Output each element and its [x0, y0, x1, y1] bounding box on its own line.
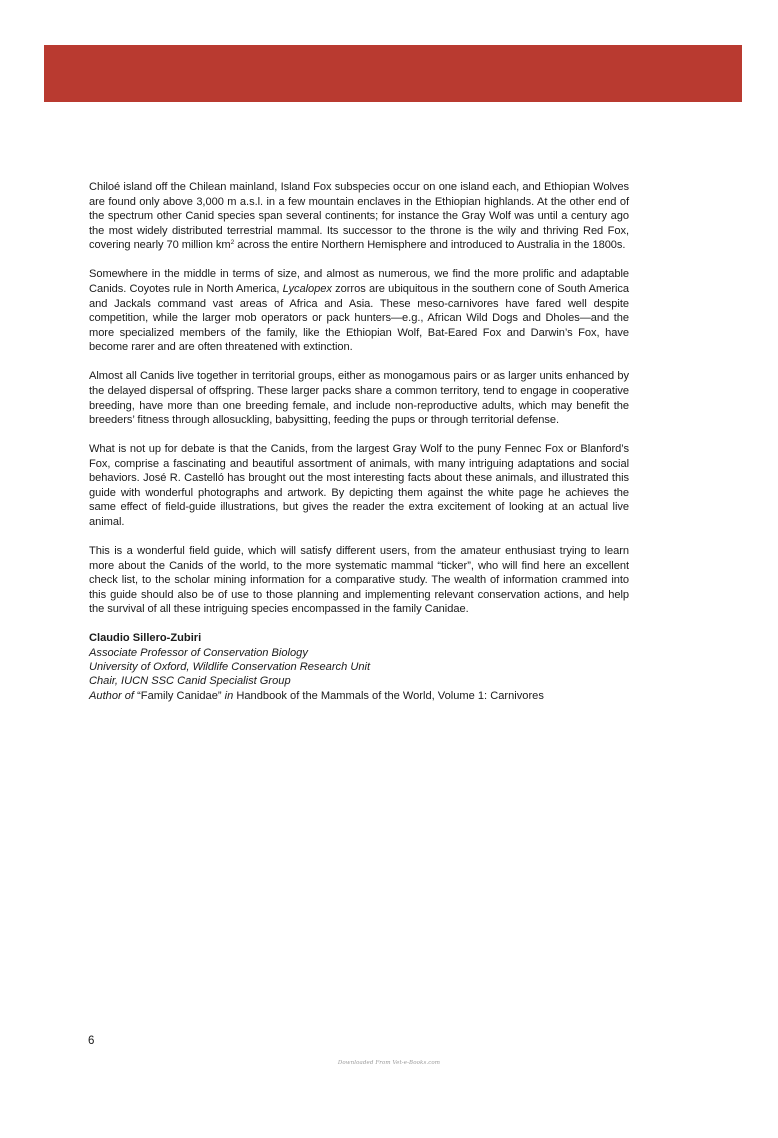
- author-title-1: Associate Professor of Conservation Biology: [89, 646, 308, 659]
- author-title-3: Chair, IUCN SSC Canid Specialist Group: [89, 675, 291, 688]
- paragraph-1-text-b: across the entire Northern Hemisphere and introduced to Australia in the 1800s.: [234, 239, 626, 252]
- paragraph-5: This is a wonderful field guide, which will satisfy different users, from the amateur enthusiast trying to learn more about the Canids of the world, to the more systematic mammal “ticker”, who will find here an excellent check list, to the scholar mining information for a comparative study. The wealth of information crammed into this guide should also be of use to those planning and implementing relevant conservation actions, and help the survival of all these intriguing species encompassed in the family Canidae.: [89, 545, 629, 616]
- paragraph-3: Almost all Canids live together in territorial groups, either as monogamous pairs or as larger units enhanced by the delayed dispersal of offspring. These larger packs share a common territory, tend to engage in cooperative breeding, have more than one breeding female, and include non-reproductive adults, which may benefit the breeders’ fitness through allosuckling, babysitting, feeding the pups or through territorial defense.: [89, 370, 629, 427]
- paragraph-4: What is not up for debate is that the Canids, from the largest Gray Wolf to the puny Fennec Fox or Blanford’s Fox, comprise a fascinating and beautiful assortment of animals, with many intriguing adaptations and social behaviors. José R. Castelló has brought out the most interesting facts about these animals, and illustrated this guide with wonderful photographs and artwork. By depicting them against the white page he achieves the same effect of field-guide illustrations, but gives the reader the extra excitement of looking at an actual live animal.: [89, 443, 629, 529]
- paragraph-1: [89, 180, 629, 253]
- paragraph-2-text-a: Somewhere in the middle in terms of size, and almost as numerous, we find the more prolific and adaptable Canids. Coyotes rule in North America,: [89, 268, 629, 295]
- page-content: [89, 180, 629, 703]
- signature-block: [89, 631, 629, 702]
- author-credit-in: in: [224, 689, 234, 702]
- page-number: 6: [88, 1035, 95, 1047]
- download-note: Downloaded From Vet-e-Books.com: [337, 1060, 441, 1066]
- paragraph-2: [89, 267, 629, 355]
- author-title-2: University of Oxford, Wildlife Conservation Research Unit: [89, 660, 371, 673]
- author-credit-pre: Author of: [89, 689, 135, 702]
- author-credit-quote: “Family Canidae”: [134, 689, 225, 702]
- genus-name-italic: Lycalopex: [282, 282, 332, 295]
- author-credit-post: Handbook of the Mammals of the World, Volume 1: Carnivores: [233, 689, 544, 702]
- author-name: Claudio Sillero-Zubiri: [89, 632, 202, 645]
- header-band: [44, 45, 742, 102]
- author-credit: [89, 689, 629, 703]
- paragraph-2-text-b: zorros are ubiquitous in the southern cone of South America and Jackals command vast areas of Africa and Asia. These meso-carnivores have fared well despite competition, while the larger mob operators or pack hunters—e.g., African Wild Dogs and Dholes—and the more specialized members of the family, like the Ethiopian Wolf, Bat-Eared Fox and Darwin’s Fox, have become rarer and are often threatened with extinction.: [89, 282, 629, 354]
- paragraph-1-text-a: Chiloé island off the Chilean mainland, Island Fox subspecies occur on one island each, and Ethiopian Wolves are found only above 3,000 m a.s.l. in a few mountain enclaves in the Ethiopian highlands. At the other end of the spectrum other Canid species span several continents; for instance the Gray Wolf was until a century ago the most widely distributed terrestrial mammal. Its successor to the throne is the wily and thriving Red Fox, covering nearly 70 million km: [89, 181, 629, 252]
- superscript-2: 2: [230, 239, 235, 247]
